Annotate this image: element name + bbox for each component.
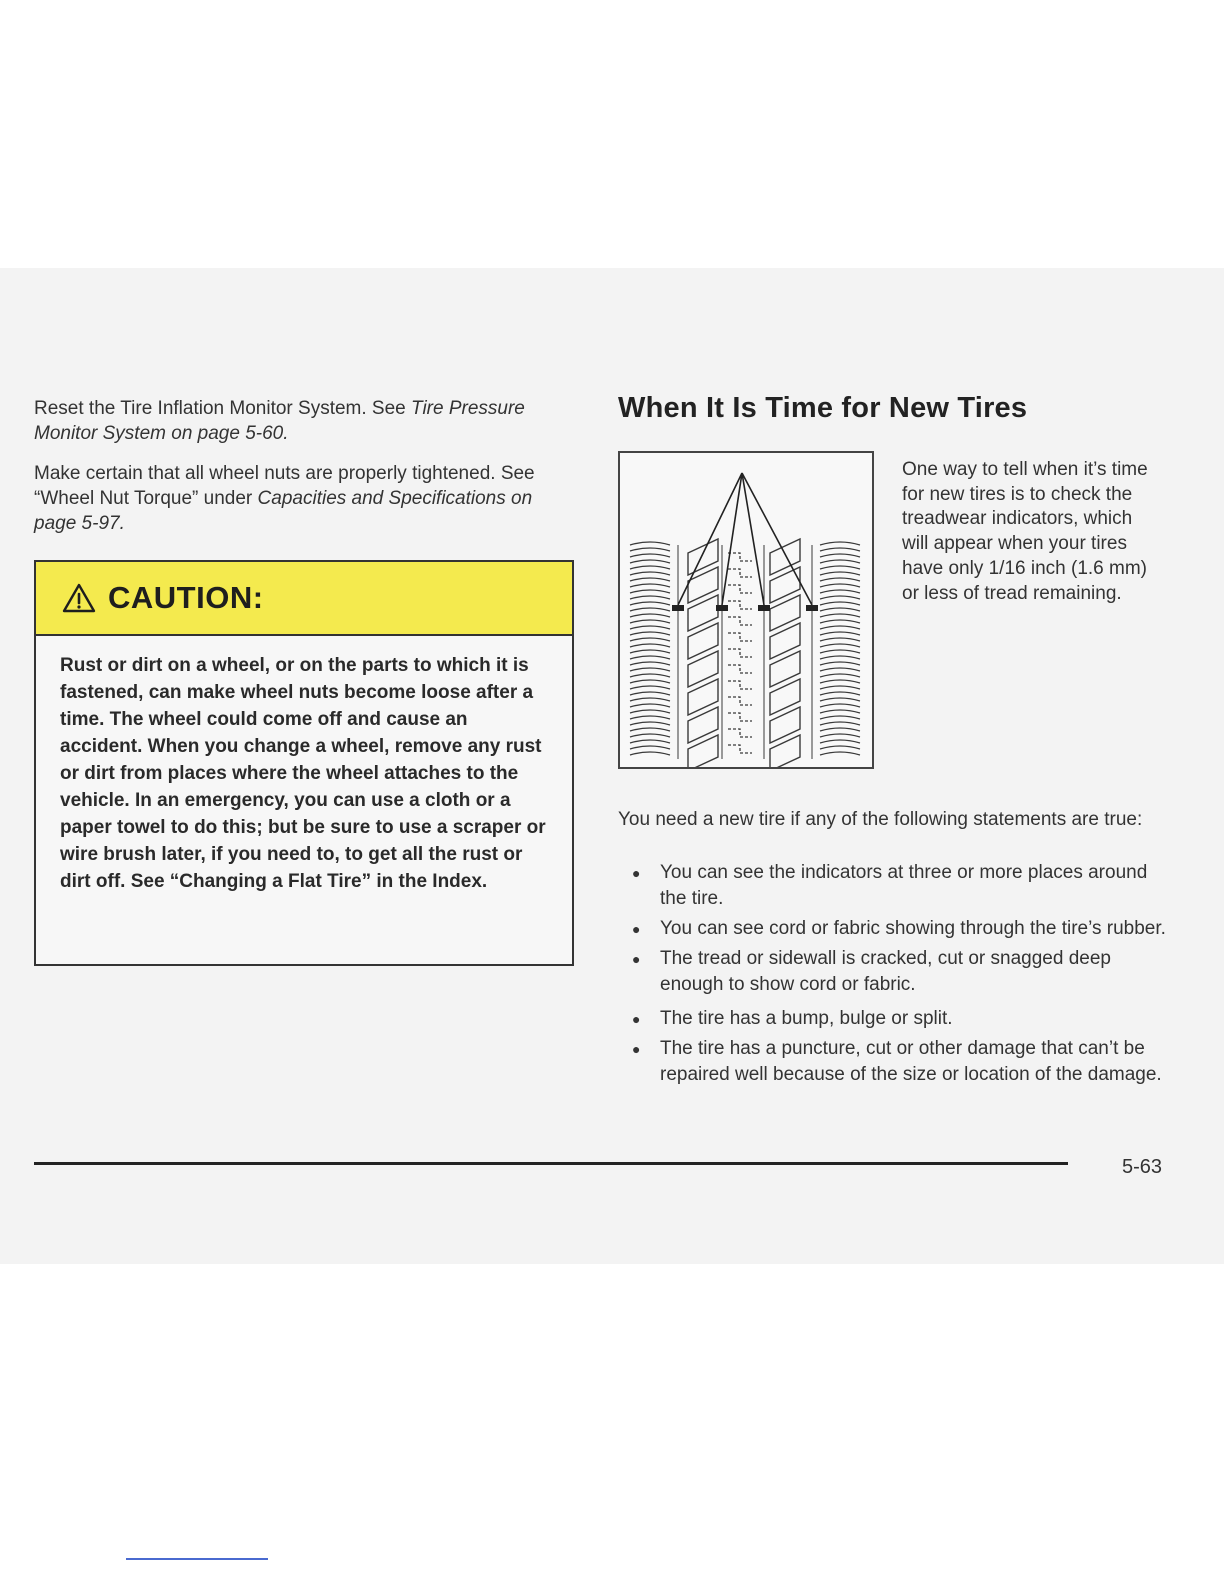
treadwear-indicator-figure bbox=[618, 451, 874, 769]
figure-caption-text: One way to tell when it’s time for new tires is to check the treadwear indicators, which will appear when your tires have only 1/16 inch (1.6 mm) or less of tread remaining. bbox=[902, 459, 1148, 604]
reset-paragraph bbox=[34, 396, 554, 446]
wheel-nuts-paragraph bbox=[34, 461, 574, 536]
new-tire-intro: You need a new tire if any of the following statements are true: bbox=[618, 809, 1143, 830]
bullet-icon: ● bbox=[632, 1041, 641, 1057]
warning-triangle-icon bbox=[62, 583, 96, 613]
list-item: ● You can see the indicators at three or more places around the tire. bbox=[632, 862, 1148, 909]
footer-rule bbox=[34, 1162, 1068, 1165]
section-heading: When It Is Time for New Tires bbox=[618, 392, 1028, 424]
bullet-icon: ● bbox=[632, 921, 641, 937]
caution-box bbox=[34, 560, 574, 966]
wheel-nuts-reference: Capacities and Specifications on page 5-97. bbox=[34, 488, 533, 534]
reset-text: Reset the Tire Inflation Monitor System. See bbox=[34, 398, 412, 419]
viewer-footer-line bbox=[126, 1558, 268, 1560]
list-item: ● The tread or sidewall is cracked, cut or snagged deep enough to show cord or fabric. bbox=[632, 948, 1111, 995]
manual-page bbox=[0, 268, 1224, 1264]
reset-reference: Tire Pressure Monitor System on page 5-60. bbox=[34, 398, 525, 444]
tire-tread-illustration bbox=[620, 453, 872, 767]
page-number: 5-63 bbox=[1122, 1156, 1163, 1178]
caution-title: CAUTION: bbox=[108, 580, 264, 615]
bullet-icon: ● bbox=[632, 951, 641, 967]
list-item: ● The tire has a puncture, cut or other damage that can’t be repaired well because of the size or location of the damage. bbox=[632, 1038, 1162, 1085]
bullet-icon: ● bbox=[632, 865, 641, 881]
list-item: ● You can see cord or fabric showing through the tire’s rubber. bbox=[632, 916, 1172, 942]
new-tire-conditions-list bbox=[632, 860, 1172, 1088]
wheel-nuts-text: Make certain that all wheel nuts are properly tightened. See “Wheel Nut Torque” under bbox=[34, 463, 535, 509]
bullet-icon: ● bbox=[632, 1011, 641, 1027]
list-item: ● The tire has a bump, bulge or split. bbox=[632, 1006, 1172, 1032]
caution-body: Rust or dirt on a wheel, or on the parts to which it is fastened, can make wheel nuts become loose after a time. The wheel could come off and cause an accident. When you change a wheel, remove any rust or dirt from places where the wheel attaches to the vehicle. In an emergency, you can use a cloth or a paper towel to do this; but be sure to use a scraper or wire brush later, if you need to, to get all the rust or dirt off. See “Changing a Flat Tire” in the Index. bbox=[60, 655, 546, 892]
caution-header bbox=[36, 562, 572, 636]
